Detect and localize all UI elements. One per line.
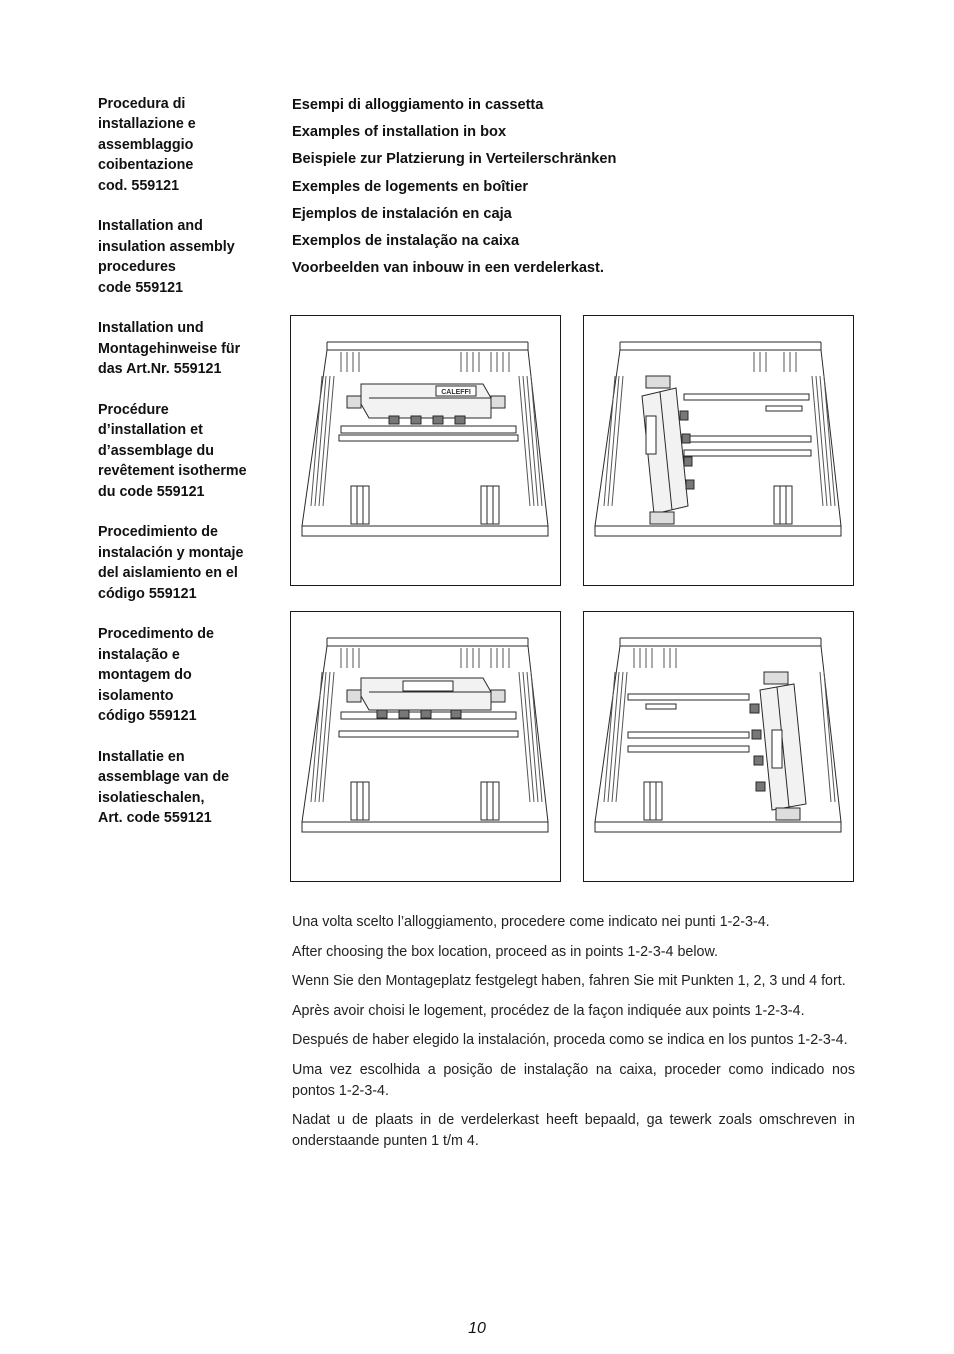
title-en: Examples of installation in box bbox=[292, 124, 507, 141]
procedure-line: cod. 559121 bbox=[98, 177, 180, 194]
procedure-line: Installatie en bbox=[98, 748, 185, 765]
procedure-line: Installation and bbox=[98, 218, 203, 235]
procedure-line: insulation assembly bbox=[98, 238, 235, 255]
installation-box-illustration bbox=[584, 612, 855, 883]
procedure-line: código 559121 bbox=[98, 708, 197, 725]
title-de: Beispiele zur Platzierung in Verteilerschränken bbox=[292, 151, 617, 168]
procedure-line: código 559121 bbox=[98, 585, 197, 602]
title-pt: Exemplos de instalação na caixa bbox=[292, 232, 520, 249]
title-it: Esempi di alloggiamento in cassetta bbox=[292, 97, 544, 113]
procedure-line: instalação e bbox=[98, 646, 180, 663]
installation-box-illustration bbox=[291, 316, 562, 587]
instruction-it: Una volta scelto l’alloggiamento, procedere come indicato nei punti 1-2-3-4. bbox=[292, 914, 770, 930]
procedure-line: assemblage van de bbox=[98, 769, 230, 786]
page-number: 10 bbox=[468, 1320, 486, 1337]
figure-box-vertical-left bbox=[583, 315, 854, 586]
title-nl: Voorbeelden van inbouw in een verdelerkast. bbox=[292, 260, 604, 277]
section-titles bbox=[292, 95, 862, 285]
procedure-line: Procedura di bbox=[98, 96, 186, 112]
brand-label: CALEFFI bbox=[441, 389, 471, 396]
procedure-title-it bbox=[98, 94, 273, 196]
procedure-line: del aislamiento en el bbox=[98, 565, 238, 582]
instruction-nl: Nadat u de plaats in de verdelerkast heeft bepaald, ga tewerk zoals omschreven in onderstaande punten 1 t/m 4. bbox=[292, 1112, 855, 1149]
procedure-line: das Art.Nr. 559121 bbox=[98, 361, 222, 378]
figure-box-horizontal-bottom bbox=[290, 611, 561, 882]
instruction-de: Wenn Sie den Montageplatz festgelegt haben, fahren Sie mit Punkten 1, 2, 3 und 4 fort. bbox=[292, 973, 846, 990]
procedure-line: installazione e bbox=[98, 116, 196, 133]
procedure-line: d’assemblage du bbox=[98, 442, 215, 459]
instruction-es: Después de haber elegido la instalación, proceda como se indica en los puntos 1-2-3-4. bbox=[292, 1032, 848, 1049]
procedure-line: montagem do bbox=[98, 667, 192, 684]
instruction-pt: Uma vez escolhida a posição de instalação na caixa, proceder como indicado nos pontos 1-2-3-4. bbox=[292, 1061, 855, 1099]
instruction-en: After choosing the box location, proceed as in points 1-2-3-4 below. bbox=[292, 943, 718, 960]
procedure-line: coibentazione bbox=[98, 157, 194, 174]
procedure-line: assemblaggio bbox=[98, 136, 194, 153]
procedure-line: Procédure bbox=[98, 402, 169, 419]
procedure-line: instalación y montaje bbox=[98, 544, 244, 561]
procedure-line: revêtement isotherme bbox=[98, 463, 247, 480]
procedure-title-es bbox=[98, 522, 273, 604]
installation-box-illustration bbox=[291, 612, 562, 883]
procedure-title-en bbox=[98, 216, 273, 298]
procedure-line: procedures bbox=[98, 259, 176, 276]
procedure-line: isolatieschalen, bbox=[98, 789, 205, 806]
title-es: Ejemplos de instalación en caja bbox=[292, 205, 512, 222]
procedure-line: du code 559121 bbox=[98, 483, 205, 500]
procedure-title-nl bbox=[98, 747, 273, 829]
figure-box-horizontal-top bbox=[290, 315, 561, 586]
procedure-title-fr bbox=[98, 400, 273, 502]
procedure-title-pt bbox=[98, 624, 273, 726]
procedure-line: code 559121 bbox=[98, 279, 184, 296]
procedure-line: Montagehinweise für bbox=[98, 340, 241, 357]
procedure-line: d’installation et bbox=[98, 422, 203, 439]
procedure-line: Installation und bbox=[98, 320, 204, 337]
procedure-line: Procedimento de bbox=[98, 626, 214, 643]
procedure-title-de bbox=[98, 318, 273, 379]
figure-box-vertical-right bbox=[583, 611, 854, 882]
installation-box-illustration bbox=[584, 316, 855, 587]
title-fr: Exemples de logements en boîtier bbox=[292, 178, 529, 195]
instruction-fr: Après avoir choisi le logement, procédez de la façon indiquée aux points 1-2-3-4. bbox=[292, 1002, 805, 1019]
instructions bbox=[292, 912, 855, 1160]
sidebar-procedure-titles bbox=[98, 94, 273, 849]
procedure-line: isolamento bbox=[98, 687, 174, 704]
procedure-line: Art. code 559121 bbox=[98, 810, 212, 827]
procedure-line: Procedimiento de bbox=[98, 524, 218, 541]
